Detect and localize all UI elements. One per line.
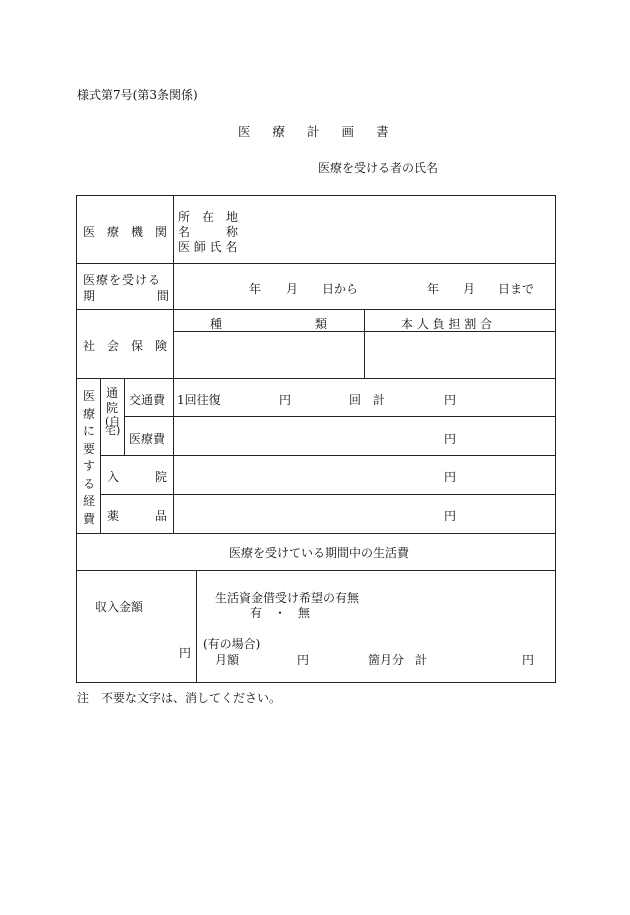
row-divider [77,263,556,264]
insurance-type-header-b: 類 [315,317,328,331]
monthly-yen: 円 [297,653,310,667]
document-title [238,122,411,140]
column-divider [124,378,125,455]
medicine-label-b: 品 [155,509,168,523]
row-divider [77,570,556,571]
times-label: 回 [349,393,362,407]
transport-yen: 円 [279,393,292,407]
transport-total-label: 計 [373,393,386,407]
monthly-label: 月額 [215,653,240,667]
address-label: 所 在 地 [178,210,239,224]
footnote: 注 不要な文字は、消してください。 [77,691,282,705]
round-trip-label: 1回往復 [177,393,221,407]
period-day-until: 日まで [498,282,535,296]
inpatient-label-b: 院 [155,470,168,484]
outpatient-label: 通院 [105,386,118,415]
patient-name-label: 医療を受ける者の氏名 [318,161,439,175]
period-day-from: 日から [322,282,359,296]
medicine-yen: 円 [444,509,457,523]
row-divider [77,533,556,534]
column-divider [173,196,174,533]
loan-question: 生活資金借受け希望の有無 [215,591,360,605]
home-label: (自宅) [105,415,121,437]
title-char: 書 [376,124,389,139]
medical-plan-form [76,195,556,683]
row-divider [100,494,556,495]
row-divider [77,378,556,379]
title-char: 画 [341,124,355,139]
period-label-line1: 医療を受ける [83,273,162,287]
row-divider [124,416,556,417]
income-yen: 円 [179,646,192,660]
medical-fee-label: 医療費 [129,432,166,446]
column-divider [100,378,101,533]
title-char: 療 [272,124,286,139]
expenses-label: 医療に要する経費 [82,389,95,526]
insurance-label: 社 会 保 険 [83,339,168,353]
inpatient-yen: 円 [444,470,457,484]
months-label: 箇月分 [368,653,405,667]
living-total-label: 計 [415,653,428,667]
income-label: 収入金額 [95,600,144,614]
form-number: 様式第7号(第3条関係) [77,88,198,102]
doctor-name-label: 医 師 氏 名 [178,240,238,254]
loan-options: 有 ・ 無 [250,606,311,620]
institution-label: 医 療 機 関 [83,225,168,239]
transport-total-yen: 円 [444,393,457,407]
period-month-1: 月 [286,282,299,296]
if-yes-label: (有の場合) [203,637,261,651]
living-section-title: 医療を受けている期間中の生活費 [229,546,410,560]
period-year-2: 年 [427,282,440,296]
living-total-yen: 円 [522,653,535,667]
title-char: 計 [307,124,320,139]
period-year-1: 年 [249,282,262,296]
inpatient-label-a: 入 [107,470,120,484]
medical-fee-yen: 円 [444,432,457,446]
name-label: 名 称 [178,225,239,239]
period-label-a: 期 [83,289,96,303]
column-divider [196,570,197,683]
row-divider [100,455,556,456]
period-label-b: 間 [157,289,170,303]
copay-header: 本 人 負 担 割 合 [401,317,493,331]
row-divider [77,309,556,310]
insurance-type-header-a: 種 [210,317,223,331]
medicine-label-a: 薬 [107,509,120,523]
transport-label: 交通費 [129,393,166,407]
column-divider [364,309,365,378]
period-month-2: 月 [463,282,476,296]
title-char: 医 [238,124,251,139]
